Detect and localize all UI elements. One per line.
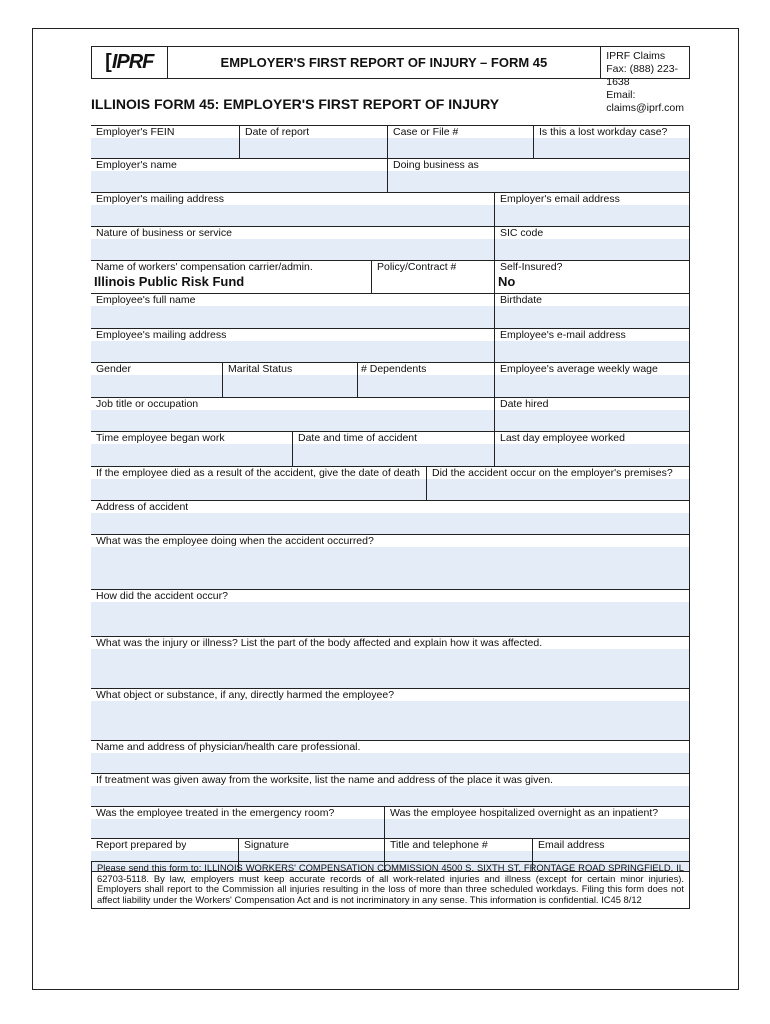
- nature-business-label: Nature of business or service: [96, 228, 232, 239]
- emergency-room-input[interactable]: [91, 819, 384, 838]
- hospitalized-label: Was the employee hospitalized overnight as an inpatient?: [390, 808, 659, 819]
- treatment-input[interactable]: [91, 786, 690, 806]
- accident-address-field[interactable]: [91, 501, 690, 534]
- carrier-label: Name of workers' compensation carrier/admin.: [96, 262, 313, 273]
- row-accident-address: [91, 500, 690, 534]
- object-label: What object or substance, if any, directly harmed the employee?: [96, 690, 395, 701]
- row-employer-name: [91, 158, 690, 192]
- employee-doing-input[interactable]: [91, 547, 690, 589]
- employee-address-input[interactable]: [91, 341, 494, 362]
- claims-fax: IPRF Claims Fax: (888) 223-1638: [606, 50, 679, 88]
- row-physician: [91, 740, 690, 773]
- gender-label: Gender: [96, 364, 132, 375]
- employee-name-field[interactable]: [91, 294, 494, 328]
- employee-doing-label: What was the employee doing when the accident occurred?: [96, 536, 374, 547]
- birthdate-label: Birthdate: [500, 295, 543, 306]
- dependents-input[interactable]: [358, 375, 494, 397]
- row-carrier: [91, 260, 690, 293]
- signature-label: Signature: [244, 840, 289, 851]
- treatment-field[interactable]: [91, 774, 690, 806]
- hospitalized-input[interactable]: [385, 819, 690, 838]
- accident-address-label: Address of accident: [96, 502, 189, 513]
- time-began-field[interactable]: [91, 432, 292, 466]
- injury-input[interactable]: [91, 649, 690, 688]
- claims-email: Email: claims@iprf.com: [606, 89, 685, 114]
- report-prepared-by-label: Report prepared by: [96, 840, 187, 851]
- physician-label: Name and address of physician/health care professional.: [96, 742, 361, 753]
- row-employee-name: [91, 293, 690, 328]
- case-file-field[interactable]: [387, 126, 533, 158]
- time-began-label: Time employee began work: [96, 433, 225, 444]
- employer-fein-field[interactable]: [91, 126, 239, 158]
- employee-name-label: Employee's full name: [96, 295, 196, 306]
- row-how-occur: [91, 589, 690, 636]
- gender-input[interactable]: [91, 375, 222, 397]
- accident-datetime-label: Date and time of accident: [298, 433, 418, 444]
- how-occur-input[interactable]: [91, 602, 690, 636]
- job-title-field[interactable]: [91, 398, 494, 431]
- employer-address-input[interactable]: [91, 205, 494, 226]
- title-phone-label: Title and telephone #: [390, 840, 488, 851]
- row-object: [91, 688, 690, 740]
- employer-address-label: Employer's mailing address: [96, 194, 225, 205]
- row-nature-business: [91, 226, 690, 260]
- accident-datetime-input[interactable]: [293, 444, 494, 466]
- employee-name-input[interactable]: [91, 306, 494, 328]
- emergency-room-label: Was the employee treated in the emergency room?: [96, 808, 335, 819]
- employee-email-label: Employee's e-mail address: [500, 330, 626, 341]
- birthdate-field[interactable]: [494, 294, 690, 328]
- how-occur-label: How did the accident occur?: [96, 591, 228, 602]
- marital-status-input[interactable]: [223, 375, 357, 397]
- form-heading: ILLINOIS FORM 45: EMPLOYER'S FIRST REPORT OF INJURY: [91, 96, 500, 112]
- date-hired-field[interactable]: [494, 398, 690, 431]
- accident-address-input[interactable]: [91, 513, 690, 534]
- date-of-death-label: If the employee died as a result of the accident, give the date of death: [96, 468, 420, 479]
- birthdate-input[interactable]: [495, 306, 690, 328]
- dba-label: Doing business as: [393, 160, 479, 171]
- employer-email-field[interactable]: [494, 193, 690, 226]
- employer-name-input[interactable]: [91, 171, 387, 192]
- last-day-worked-label: Last day employee worked: [500, 433, 625, 444]
- nature-business-field[interactable]: [91, 227, 494, 260]
- employer-fein-input[interactable]: [91, 138, 239, 158]
- claims-contact: [601, 47, 689, 114]
- date-of-report-label: Date of report: [245, 127, 310, 138]
- row-times: [91, 431, 690, 466]
- carrier-value: Illinois Public Risk Fund: [94, 274, 245, 289]
- job-title-input[interactable]: [91, 410, 494, 431]
- employee-email-input[interactable]: [495, 341, 690, 362]
- employer-email-input[interactable]: [495, 205, 690, 226]
- dba-field[interactable]: [387, 159, 690, 192]
- policy-contract-label: Policy/Contract #: [377, 262, 457, 273]
- employee-address-field[interactable]: [91, 329, 494, 362]
- time-began-input[interactable]: [91, 444, 292, 466]
- date-of-death-field[interactable]: [91, 467, 426, 500]
- marital-status-label: Marital Status: [228, 364, 293, 375]
- job-title-label: Job title or occupation: [96, 399, 199, 410]
- object-field[interactable]: [91, 689, 690, 740]
- policy-contract-field[interactable]: [371, 261, 494, 293]
- weekly-wage-input[interactable]: [495, 375, 690, 397]
- on-premises-input[interactable]: [427, 479, 690, 500]
- employee-email-field[interactable]: [494, 329, 690, 362]
- carrier-field[interactable]: [91, 261, 371, 293]
- row-employer-ids: [91, 125, 690, 158]
- sic-code-label: SIC code: [500, 228, 544, 239]
- injury-label: What was the injury or illness? List the part of the body affected and explain how it was affected.: [96, 638, 543, 649]
- row-injury: [91, 636, 690, 688]
- object-input[interactable]: [91, 701, 690, 740]
- date-hired-input[interactable]: [495, 410, 690, 431]
- self-insured-value: No: [498, 274, 516, 289]
- date-of-death-input[interactable]: [91, 479, 426, 500]
- gender-field[interactable]: [91, 363, 222, 397]
- footer-note: Please send this form to: ILLINOIS WORKERS' COMPENSATION COMMISSION 4500 S. SIXTH ST. FRONTAGE ROAD SPRINGFIELD, IL 62703-5118. By law, employers must keep accurate records of all work-related injuries and illness (except for certain minor injuries). Employers shall report to the Commission all injuries resulting in the loss of more than three scheduled workdays. Filing this form does not affect liability under the Workers' Compensation Act and is not incriminatory in any sense. This information is confidential. IC45 8/12: [91, 861, 690, 909]
- last-day-worked-input[interactable]: [495, 444, 690, 466]
- date-of-report-input[interactable]: [240, 138, 387, 158]
- row-treatment: [91, 773, 690, 806]
- row-er-hospital: [91, 806, 690, 838]
- treatment-label: If treatment was given away from the worksite, list the name and address of the place it was given.: [96, 775, 553, 786]
- hospitalized-field[interactable]: [384, 807, 690, 838]
- logo-text: IPRF: [111, 51, 154, 73]
- last-day-worked-field[interactable]: [494, 432, 690, 466]
- self-insured-label: Self-Insured?: [500, 262, 563, 273]
- employer-name-label: Employer's name: [96, 160, 177, 171]
- how-occur-field[interactable]: [91, 590, 690, 636]
- sic-code-input[interactable]: [495, 239, 690, 260]
- emergency-room-field[interactable]: [91, 807, 384, 838]
- marital-status-field[interactable]: [222, 363, 357, 397]
- form-right-border: [689, 125, 690, 872]
- dependents-field[interactable]: [357, 363, 494, 397]
- employer-name-field[interactable]: [91, 159, 387, 192]
- iprf-logo: [ IPRF: [92, 47, 168, 78]
- report-form: [91, 125, 690, 872]
- row-death-premises: [91, 466, 690, 500]
- case-file-input[interactable]: [388, 138, 533, 158]
- sic-code-field[interactable]: [494, 227, 690, 260]
- dependents-label: # Dependents: [361, 364, 427, 375]
- dba-input[interactable]: [388, 171, 690, 192]
- row-demographics: [91, 362, 690, 397]
- row-employer-address: [91, 192, 690, 226]
- weekly-wage-label: Employee's average weekly wage: [500, 364, 658, 375]
- lost-workday-input[interactable]: [534, 138, 690, 158]
- physician-field[interactable]: [91, 741, 690, 773]
- employee-address-label: Employee's mailing address: [96, 330, 227, 341]
- employer-fein-label: Employer's FEIN: [96, 127, 175, 138]
- date-of-report-field[interactable]: [239, 126, 387, 158]
- row-job: [91, 397, 690, 431]
- injury-field[interactable]: [91, 637, 690, 688]
- employer-email-label: Employer's email address: [500, 194, 620, 205]
- weekly-wage-field[interactable]: [494, 363, 690, 397]
- row-employee-doing: [91, 534, 690, 589]
- form-title: EMPLOYER'S FIRST REPORT OF INJURY – FORM 45: [168, 47, 602, 78]
- on-premises-label: Did the accident occur on the employer's premises?: [432, 468, 673, 479]
- date-hired-label: Date hired: [500, 399, 549, 410]
- lost-workday-field[interactable]: [533, 126, 690, 158]
- case-file-label: Case or File #: [393, 127, 459, 138]
- self-insured-field[interactable]: [494, 261, 690, 293]
- email-address-label: Email address: [538, 840, 605, 851]
- physician-input[interactable]: [91, 753, 690, 773]
- accident-datetime-field[interactable]: [292, 432, 494, 466]
- employer-address-field[interactable]: [91, 193, 494, 226]
- employee-doing-field[interactable]: [91, 535, 690, 589]
- on-premises-field[interactable]: [426, 467, 690, 500]
- nature-business-input[interactable]: [91, 239, 494, 260]
- lost-workday-label: Is this a lost workday case?: [539, 127, 668, 138]
- row-employee-address: [91, 328, 690, 362]
